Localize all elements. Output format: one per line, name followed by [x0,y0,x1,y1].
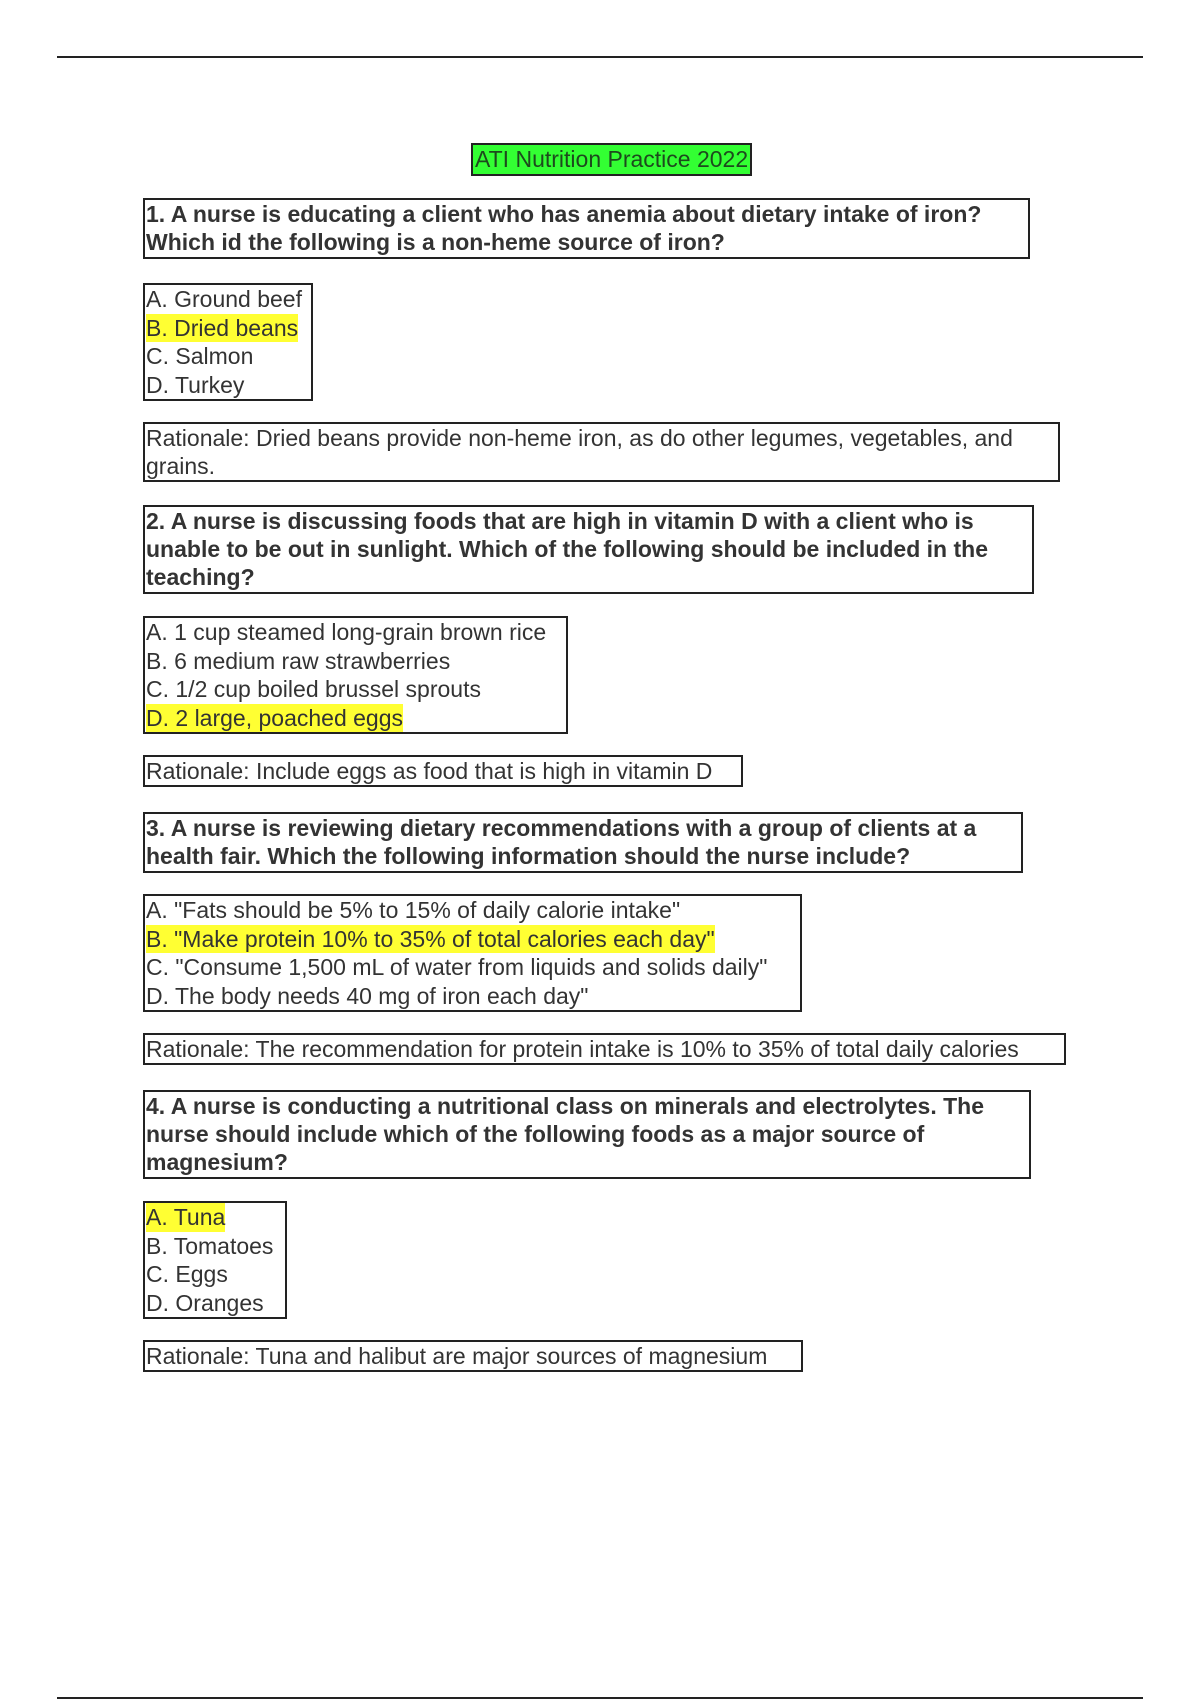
options-1 [143,283,313,401]
option-2a: A. 1 cup steamed long-grain brown rice [146,619,547,645]
question-3: 3. A nurse is reviewing dietary recommendations with a group of clients at a health fair. Which the following information should the nurse include? [143,812,1023,873]
top-rule [57,56,1143,58]
question-1: 1. A nurse is educating a client who has anemia about dietary intake of iron? Which id the following is a non-heme source of iron? [143,198,1030,259]
rationale-3: Rationale: The recommendation for protein intake is 10% to 35% of total daily calories [143,1033,1066,1065]
option-4d: D. Oranges [146,1289,264,1316]
bottom-rule [57,1697,1143,1699]
option-3b-correct: B. "Make protein 10% to 35% of total calories each day" [146,925,715,952]
options-4 [143,1201,287,1319]
question-4: 4. A nurse is conducting a nutritional class on minerals and electrolytes. The nurse should include which of the following foods as a major source of magnesium? [143,1090,1031,1179]
option-3a: A. "Fats should be 5% to 15% of daily calorie intake" [146,897,681,923]
option-2d-correct: D. 2 large, poached eggs [146,704,404,731]
rationale-1: Rationale: Dried beans provide non-heme iron, as do other legumes, vegetables, and grains. [143,422,1060,482]
option-4b: B. Tomatoes [146,1232,274,1259]
option-1d: D. Turkey [146,371,245,398]
option-2b: B. 6 medium raw strawberries [146,647,451,674]
question-2: 2. A nurse is discussing foods that are high in vitamin D with a client who is unable to be out in sunlight. Which of the following should be included in the teaching? [143,505,1034,594]
option-1c: C. Salmon [146,343,254,369]
option-4a-correct: A. Tuna [146,1204,226,1230]
option-4c: C. Eggs [146,1261,228,1287]
rationale-2: Rationale: Include eggs as food that is high in vitamin D [143,755,743,787]
option-1b-correct: B. Dried beans [146,314,299,341]
option-3c: C. "Consume 1,500 mL of water from liquids and solids daily" [146,954,768,980]
option-2c: C. 1/2 cup boiled brussel sprouts [146,676,481,702]
rationale-4: Rationale: Tuna and halibut are major sources of magnesium [143,1340,803,1372]
option-1a: A. Ground beef [146,286,302,312]
option-3d: D. The body needs 40 mg of iron each day" [146,982,589,1009]
page-title: ATI Nutrition Practice 2022 [471,143,752,176]
options-3 [143,894,802,1012]
options-2 [143,616,568,734]
